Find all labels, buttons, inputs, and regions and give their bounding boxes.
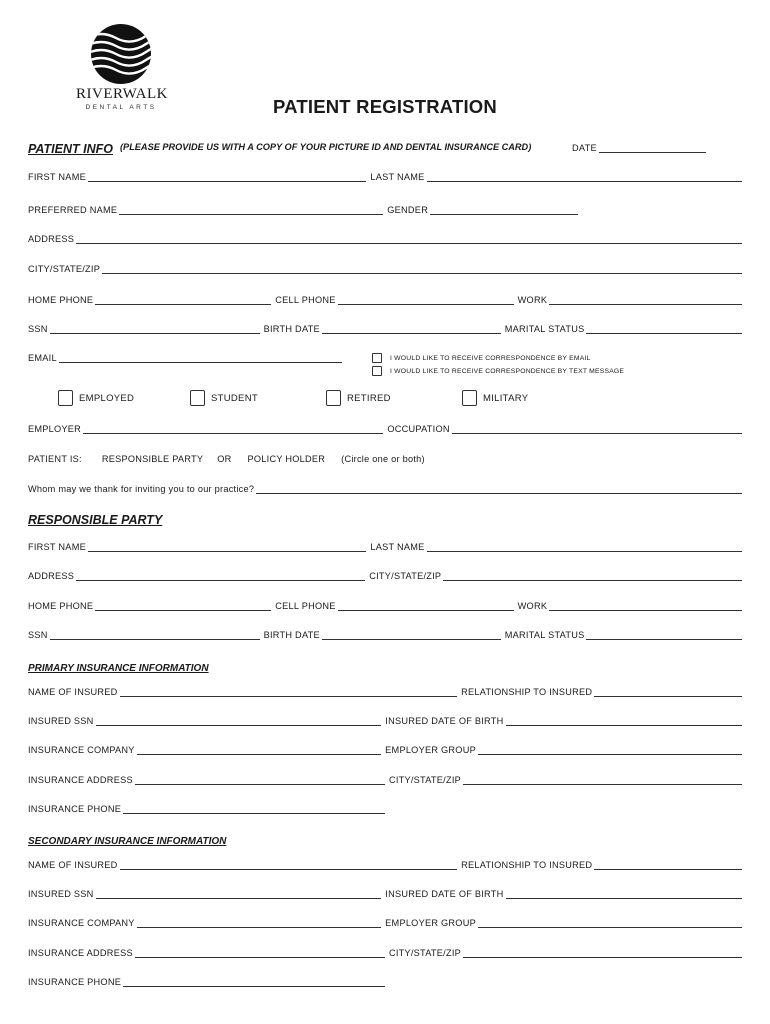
responsible-party-option[interactable]: RESPONSIBLE PARTY [101, 454, 204, 464]
address-row[interactable]: ADDRESS [28, 232, 742, 246]
employer-row[interactable]: EMPLOYER OCCUPATION [28, 422, 742, 436]
si-ssn-row[interactable]: INSURED SSN INSURED DATE OF BIRTH [28, 887, 742, 901]
rp-name-row[interactable]: FIRST NAME LAST NAME [28, 540, 742, 554]
patient-is-row: PATIENT IS: RESPONSIBLE PARTY OR POLICY HOLDER (Circle one or both) [28, 454, 425, 464]
si-insured-row[interactable]: NAME OF INSURED RELATIONSHIP TO INSURED [28, 858, 742, 872]
employed-checkbox[interactable] [58, 390, 73, 406]
si-phone-row[interactable]: INSURANCE PHONE [28, 975, 385, 989]
policy-holder-option[interactable]: POLICY HOLDER [247, 454, 326, 464]
si-company-row[interactable]: INSURANCE COMPANY EMPLOYER GROUP [28, 916, 742, 930]
date-field[interactable]: DATE [572, 141, 706, 155]
si-address-row[interactable]: INSURANCE ADDRESS CITY/STATE/ZIP [28, 946, 742, 960]
text-checkbox[interactable] [372, 366, 382, 376]
pi-insured-row[interactable]: NAME OF INSURED RELATIONSHIP TO INSURED [28, 685, 742, 699]
id-note: (PLEASE PROVIDE US WITH A COPY OF YOUR PICTURE ID AND DENTAL INSURANCE CARD) [120, 142, 532, 152]
phone-row[interactable]: HOME PHONE CELL PHONE WORK [28, 293, 742, 307]
secondary-insurance-heading: SECONDARY INSURANCE INFORMATION [28, 836, 227, 847]
retired-checkbox[interactable] [326, 390, 341, 406]
retired-option[interactable]: RETIRED [326, 390, 391, 406]
military-checkbox[interactable] [462, 390, 477, 406]
primary-insurance-heading: PRIMARY INSURANCE INFORMATION [28, 663, 209, 674]
military-option[interactable]: MILITARY [462, 390, 528, 406]
email-field[interactable]: EMAIL [28, 351, 342, 365]
student-checkbox[interactable] [190, 390, 205, 406]
referral-row[interactable]: Whom may we thank for inviting you to our practice? [28, 482, 742, 496]
pi-phone-row[interactable]: INSURANCE PHONE [28, 802, 385, 816]
email-checkbox[interactable] [372, 353, 382, 363]
email-opt-in[interactable]: I WOULD LIKE TO RECEIVE CORRESPONDENCE BY EMAIL [372, 353, 591, 363]
ssn-row[interactable]: SSN BIRTH DATE MARITAL STATUS [28, 322, 742, 336]
pi-address-row[interactable]: INSURANCE ADDRESS CITY/STATE/ZIP [28, 773, 742, 787]
rp-phone-row[interactable]: HOME PHONE CELL PHONE WORK [28, 599, 742, 613]
preferred-name-gender-row[interactable]: PREFERRED NAME GENDER [28, 203, 742, 217]
first-last-name-row[interactable]: FIRST NAME LAST NAME [28, 170, 742, 184]
city-state-zip-row[interactable]: CITY/STATE/ZIP [28, 262, 742, 276]
employed-option[interactable]: EMPLOYED [58, 390, 134, 406]
pi-company-row[interactable]: INSURANCE COMPANY EMPLOYER GROUP [28, 743, 742, 757]
rp-ssn-row[interactable]: SSN BIRTH DATE MARITAL STATUS [28, 628, 742, 642]
logo-name: RIVERWALK [76, 86, 168, 102]
pi-ssn-row[interactable]: INSURED SSN INSURED DATE OF BIRTH [28, 714, 742, 728]
student-option[interactable]: STUDENT [190, 390, 258, 406]
rp-address-row[interactable]: ADDRESS CITY/STATE/ZIP [28, 569, 742, 583]
responsible-party-heading: RESPONSIBLE PARTY [28, 513, 163, 527]
patient-info-heading: PATIENT INFO [28, 142, 113, 156]
logo-subtitle: DENTAL ARTS [85, 104, 157, 111]
text-opt-in[interactable]: I WOULD LIKE TO RECEIVE CORRESPONDENCE BY TEXT MESSAGE [372, 366, 624, 376]
page-title: PATIENT REGISTRATION [273, 96, 497, 117]
